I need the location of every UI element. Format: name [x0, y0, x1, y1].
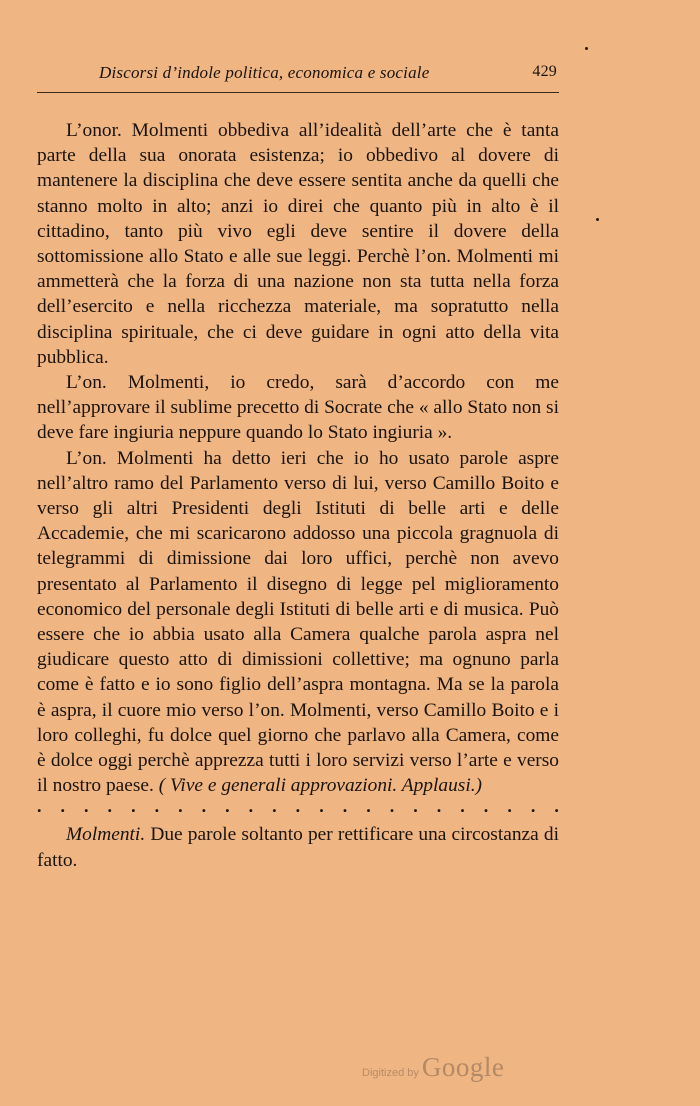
separator-dot: .	[295, 796, 301, 817]
stray-mark	[585, 47, 588, 50]
separator-dot: .	[154, 796, 160, 817]
separator-dot: .	[84, 796, 89, 817]
speaker-name: Molmenti.	[66, 824, 146, 846]
separator-dot: .	[201, 796, 207, 817]
separator-dot: .	[107, 796, 113, 817]
paragraph-3	[37, 446, 559, 799]
separator-dot: .	[225, 796, 230, 817]
separator-dot: .	[460, 796, 465, 817]
running-head	[37, 63, 559, 87]
final-paragraph	[37, 822, 559, 872]
google-logo: Google	[421, 1052, 505, 1082]
separator-dot: .	[530, 796, 536, 817]
running-head-title: Discorsi d’indole politica, economica e sociale	[99, 63, 430, 82]
separator-dot: .	[248, 796, 254, 817]
final-paragraph-text: Due parole soltanto per rettificare una circostanza di fatto.	[37, 824, 559, 871]
separator-dot: .	[342, 796, 348, 817]
header-rule	[37, 92, 559, 93]
separator-dot: .	[366, 796, 371, 817]
body-text	[37, 118, 559, 873]
separator-dot: .	[319, 796, 324, 817]
separator-dot: .	[507, 796, 512, 817]
paragraph-1: L’onor. Molmenti obbediva all’idealità dell’arte che è tanta parte della sua onorata esistenza; io obbedivo al dovere di mantenere la disciplina che deve essere sentita anche da quelli che stanno molto in alto; anzi io direi che quanto più in alto è il cittadino, tanto più vivo egli deve sentire il dovere della sottomissione allo Stato e alle sue leggi. Perchè l’on. Molmenti mi ammetterà che la forza di una nazione non sta tutta nella forza dell’esercito e nella ricchezza materiale, ma sopratutto nella disciplina spirituale, che ci deve guidare in ogni atto della vita pubblica.	[37, 120, 559, 368]
stray-mark	[596, 218, 599, 221]
ellipsis-separator	[37, 796, 559, 820]
separator-dot: .	[178, 796, 183, 817]
separator-dot: .	[37, 796, 42, 817]
separator-dot: .	[436, 796, 442, 817]
separator-dot: .	[272, 796, 277, 817]
separator-dot: .	[483, 796, 489, 817]
page-number: 429	[532, 63, 557, 80]
applause-annotation: ( Vive e generali approvazioni. Applausi.)	[158, 775, 483, 797]
separator-dot: .	[389, 796, 395, 817]
separator-dot: .	[413, 796, 418, 817]
paragraph-3-text: L’on. Molmenti ha detto ieri che io ho usato parole aspre nell’altro ramo del Parlamento verso di lui, verso Camillo Boito e verso gli altri Presidenti degli Istituti di belle arti e delle Accademie, che mi scaricarono addosso una piccola gragnuola di telegrammi di dimissione dai loro uffici, perchè non avevo presentato al Parlamento il disegno di legge pel miglioramento economico del personale degli Istituti di belle arti e di musica. Può essere che io abbia usato alla Camera qualche parola aspra nel giudicare questo atto di dimissioni collettive; ma ognuno parla come è fatto e io sono figlio dell’aspra montagna. Ma se la parola è aspra, il cuore mio verso l’on. Molmenti, verso Camillo Boito e i loro colleghi, fu dolce quel giorno che parlavo alla Camera, come è dolce oggi perchè apprezza tutti i loro servizi verso l’arte e verso il nostro paese.	[37, 447, 559, 797]
paragraph-2: L’on. Molmenti, io credo, sarà d’accordo con me nell’approvare il sublime precetto di Socrate che « allo Stato non si deve fare ingiuria neppure quando lo Stato ingiuria ».	[37, 372, 559, 444]
digitized-watermark	[362, 1052, 504, 1086]
separator-dot: .	[554, 796, 559, 817]
book-page	[37, 0, 559, 1106]
separator-dot: .	[60, 796, 66, 817]
digitized-by-label: Digitized by	[362, 1067, 419, 1079]
separator-dot: .	[131, 796, 136, 817]
